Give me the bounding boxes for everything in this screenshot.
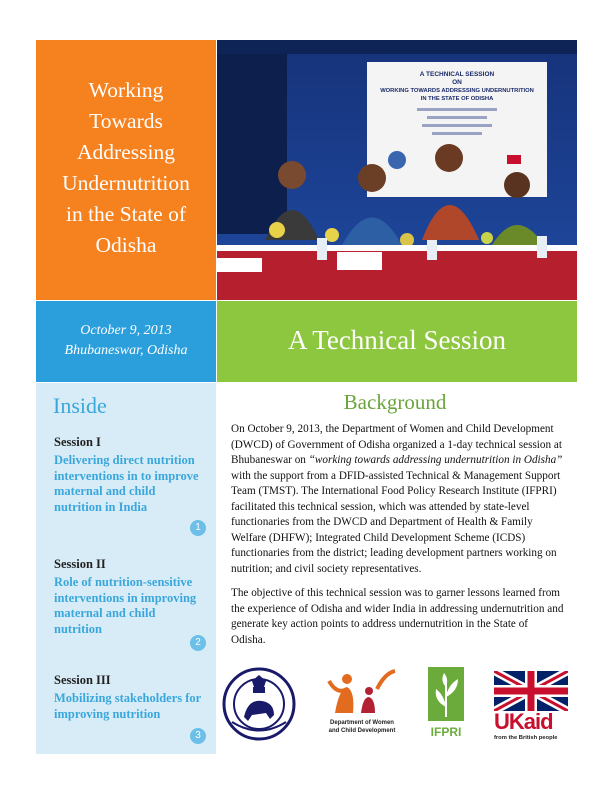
backdrop-banner-text: IN THE STATE OF ODISHA [420,96,494,102]
ukaid-tagline: from the British people [494,735,558,741]
odisha-emblem-icon [222,667,296,741]
session-entry[interactable] [54,557,204,637]
page-number-badge[interactable]: 3 [190,728,206,744]
title-line: Undernutrition [62,171,190,195]
event-photo-illustration [217,40,577,300]
ukaid-logo [494,671,576,751]
dwcd-logo [317,665,407,745]
title-line: Addressing [77,140,175,164]
ifpri-wordmark: IFPRI [430,725,462,739]
title-line: Odisha [95,233,157,257]
event-photo [217,40,577,300]
session-description: Delivering direct nutrition interventions in to improve maternal and child nutrition in India [54,453,199,514]
title-line: in the State of [65,202,186,226]
union-jack-icon [494,671,568,711]
title-line: Working [88,78,164,102]
session-title: Session II [54,557,106,571]
ukaid-wordmark-text: UKaid [494,709,553,734]
ifpri-logo [424,667,468,745]
odisha-emblem-logo [222,667,296,741]
session-banner [217,301,577,382]
backdrop-banner-text: A TECHNICAL SESSION [419,71,495,78]
backdrop-banner-text: ON [452,79,462,86]
inside-heading: Inside [53,393,107,418]
background-body [231,422,564,657]
page-number-badge[interactable]: 2 [190,635,206,651]
backdrop-banner-text: WORKING TOWARDS ADDRESSING UNDERNUTRITION [380,88,534,94]
session-entry[interactable] [54,435,204,515]
background-heading: Background [343,390,447,414]
text-run-italic: “working towards addressing undernutrition in Odisha” [308,454,563,466]
session-title: Session I [54,435,101,449]
title-block [36,40,216,300]
dwcd-caption: Department of Women [330,720,394,726]
ifpri-leaf-icon [424,667,468,723]
session-title: Session III [54,673,111,687]
dwcd-figures-icon [317,665,407,717]
session-description: Mobilizing stakeholders for improving nutrition [54,691,201,721]
head-table [217,245,577,300]
event-location: Bhubaneswar, Odisha [64,343,188,358]
event-date: October 9, 2013 [80,323,172,338]
date-block [36,301,216,382]
text-run: On October 9, 2013, the Department of Women and Child Development (DWCD) of Government of Odisha organized a 1-day technical session at Bhubaneswar on [231,423,562,466]
session-entry[interactable] [54,673,204,722]
ukaid-wordmark [494,709,568,735]
page-number-badge[interactable]: 1 [190,520,206,536]
text-run: with the support from a DFID-assisted Technical & Management Support Team (TMST). The International Food Policy Research Institute (IFPRI) facilitated this technical session, which was attended by state-level functionaries from the DWCD and Department of Health & Family Welfare (DHFW); Integrated Child Development Scheme (ICDS) functionaries from the district; leading development partners working on nutrition; and civil society representatives. [231,469,561,575]
partner-logos [217,665,577,755]
dwcd-caption: and Child Development [328,728,396,734]
background-paragraph [231,422,564,577]
inside-sidebar [36,383,216,754]
document-title [36,75,216,261]
objective-paragraph: The objective of this technical session was to garner lessons learned from the experience of Odisha and wider India in addressing undernutrition and generate key action points to address undernutrition in the State of Odisha. [231,587,564,646]
session-description: Role of nutrition-sensitive interventions in improving maternal and child nutrition [54,575,197,636]
banner-title: A Technical Session [287,325,507,355]
title-line: Towards [89,109,163,133]
